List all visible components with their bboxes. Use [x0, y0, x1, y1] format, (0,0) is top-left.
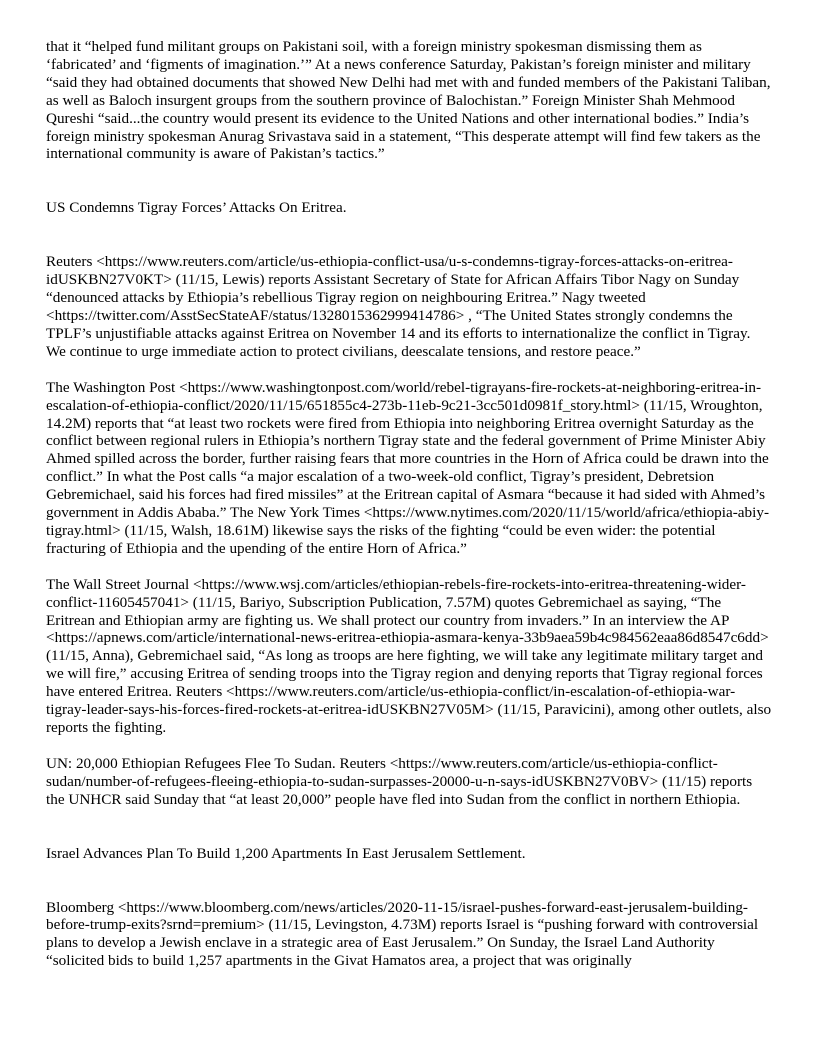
paragraph-washington-post: The Washington Post <https://www.washingtonpost.com/world/rebel-tigrayans-fire-rockets-at-neighboring-eritrea-in-escalation-of-ethiopia-conflict/2020/11/15/651855c4-273b-11eb-9c21-3cc501d0981f_story.html> (11/15, Wroughton, 14.2M) reports that “at least two rockets were fired from Ethiopia into neighboring Eritrea overnight Saturday as the conflict between regional rulers in Ethiopia’s northern Tigray state and the federal government of Prime Minister Abiy Ahmed spilled across the border, further raising fears that more countries in the Horn of Africa could be drawn into the conflict.” In what the Post calls “a major escalation of a two-week-old conflict, Tigray’s president, Debretsion Gebremichael, said his forces had fired missiles” at the Eritrean capital of Asmara “because it had sided with Ahmed’s government in Addis Ababa.” The New York Times <https://www.nytimes.com/2020/11/15/world/africa/ethiopia-abiy-tigray.html> (11/15, Walsh, 18.61M) likewise says the risks of the fighting “could be even wider: the potential fracturing of Ethiopia and the upending of the entire Horn of Africa.”: [46, 378, 769, 557]
paragraph-bloomberg: Bloomberg <https://www.bloomberg.com/news/articles/2020-11-15/israel-pushes-forward-east-jerusalem-building-before-trump-exits?srnd=premium> (11/15, Levingston, 4.73M) reports Israel is “pushing forward with controversial plans to develop a Jewish enclave in a strategic area of East Jerusalem.” On Sunday, the Israel Land Authority “solicited bids to build 1,257 apartments in the Givat Hamatos area, a project that was originally: [46, 898, 759, 970]
paragraph-pakistan-india: that it “helped fund militant groups on Pakistani soil, with a foreign ministry spokesman dismissing them as ‘fabricated’ and ‘figments of imagination.’” At a news conference Saturday, Pakistan’s foreign minister and military “said they had obtained documents that showed New Delhi had met with and funded members of the Pakistani Taliban, as well as Baloch insurgent groups from the southern province of Balochistan.” Foreign Minister Shah Mehmood Qureshi “said...the country would present its evidence to the United Nations and other international bodies.” India’s foreign ministry spokesman Anurag Srivastava said in a statement, “This desperate attempt will find few takers as the international community is aware of Pakistan’s tactics.”: [46, 38, 771, 163]
paragraph-un-refugees: UN: 20,000 Ethiopian Refugees Flee To Sudan. Reuters <https://www.reuters.com/article/us-ethiopia-conflict-sudan/number-of-refugees-fleeing-ethiopia-to-sudan-surpasses-20000-u-n-says-idUSKBN27V0BV> (11/15) reports the UNHCR said Sunday that “at least 20,000” people have fled into Sudan from the conflict in northern Ethiopia.: [46, 754, 753, 808]
heading-us-condemns-tigray: US Condemns Tigray Forces’ Attacks On Eritrea.: [46, 199, 347, 217]
paragraph-wsj-ap: The Wall Street Journal <https://www.wsj.com/articles/ethiopian-rebels-fire-rockets-into-eritrea-threatening-wider-conflict-11605457041> (11/15, Bariyo, Subscription Publication, 7.57M) quotes Gebremichael as saying, “The Eritrean and Ethiopian army are fighting us. We shall protect our country from invaders.” In an interview the AP <https://apnews.com/article/international-news-eritrea-ethiopia-asmara-kenya-33b9aea59b4c984562eaa86d8547c6dd> (11/15, Anna), Gebremichael said, “As long as troops are here fighting, we will take any legitimate military target and we will fire,” accusing Eritrea of sending troops into the Tigray region and denying reports that Tigray regional forces have entered Eritrea. Reuters <https://www.reuters.com/article/us-ethiopia-conflict/in-escalation-of-ethiopia-war-tigray-leader-says-his-forces-fired-rockets-at-eritrea-idUSKBN27V05M> (11/15, Paravicini), among other outlets, also reports the fighting.: [46, 575, 772, 736]
paragraph-reuters-nagy: Reuters <https://www.reuters.com/article/us-ethiopia-conflict-usa/u-s-condemns-tigray-forces-attacks-on-eritrea-idUSKBN27V0KT> (11/15, Lewis) reports Assistant Secretary of State for African Affairs Tibor Nagy on Sunday “denounced attacks by Ethiopia’s rebellious Tigray region on neighbouring Eritrea.” Nagy tweeted <https://twitter.com/AsstSecStateAF/status/1328015362999414786> , “The United States strongly condemns the TPLF’s unjustifiable attacks against Eritrea on November 14 and its efforts to internationalize the conflict in Tigray. We continue to urge immediate action to protect civilians, deescalate tensions, and restore peace.”: [46, 253, 751, 360]
heading-israel-jerusalem: Israel Advances Plan To Build 1,200 Apartments In East Jerusalem Settlement.: [46, 844, 526, 862]
document-page: [46, 38, 772, 970]
